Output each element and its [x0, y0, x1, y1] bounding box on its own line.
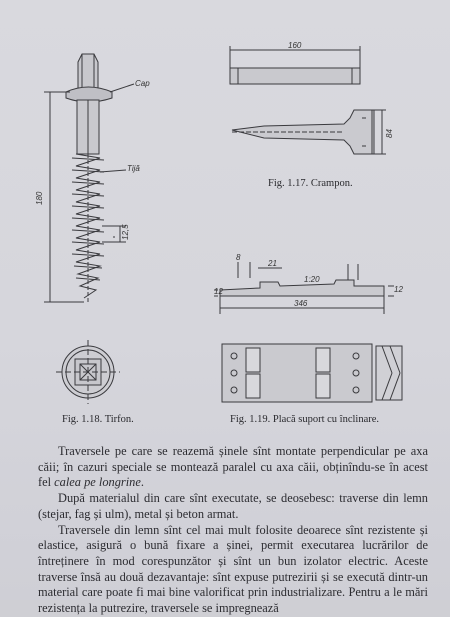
plate-slope: 1:20	[304, 275, 320, 284]
tirfon-caption: Fig. 1.18. Tirfon.	[62, 414, 134, 425]
crampon-width-dim: 84	[385, 129, 394, 138]
paragraph-1	[38, 444, 428, 491]
plate-right-height: 12	[394, 285, 403, 294]
paragraph-2: După materialul din care sînt executate, se deosebesc: traverse din lemn (stejar, fag și ulm), metal și beton armat.	[38, 491, 428, 521]
plate-dim-a: 8	[236, 253, 241, 262]
plate-top-drawing	[216, 338, 412, 408]
plate-section-drawing	[208, 250, 408, 326]
cap-label: Cap	[135, 79, 150, 88]
p1-text: Traversele pe care se reazemă șinele sînt montate perpendicular pe axa căii; în cazuri speciale se montează paralel cu axa căii, obținîndu-se în acest fel	[38, 444, 428, 490]
plate-left-height: 12	[214, 287, 223, 296]
paragraph-3: Traversele din lemn sînt cel mai mult folosite deoarece sînt rezistente și elastice, asigură o bună fixare a șinei, permit executarea lucrărilor de întreținere în mod corespunzător și sînt un bun izolator electric. Aceste traverse însă au două dezavantaje: sînt expuse putrezirii și se execută dintr-un material care poate fi mai bine valorificat prin industrializare. Pentru a le mări rezistența la putrezire, traversele se impregnează	[38, 522, 428, 616]
crampon-drawing	[224, 38, 409, 168]
plate-caption: Fig. 1.19. Placă suport cu înclinare.	[230, 414, 380, 425]
body-text	[38, 444, 428, 617]
thread-pitch-dim: 12,5	[121, 224, 130, 240]
plate-width-dim: 346	[294, 299, 308, 308]
crampon-caption: Fig. 1.17. Crampon.	[268, 178, 353, 189]
crampon-length-dim: 160	[288, 41, 302, 50]
tirfon-top-drawing	[54, 338, 124, 408]
stem-label: Tijă	[127, 164, 140, 173]
screw-length-dim: 180	[35, 191, 44, 205]
p1-end: .	[140, 475, 144, 490]
tirfon-side-drawing	[30, 40, 180, 350]
plate-dim-b: 21	[268, 259, 277, 268]
p1-term: calea pe longrine	[54, 475, 141, 490]
